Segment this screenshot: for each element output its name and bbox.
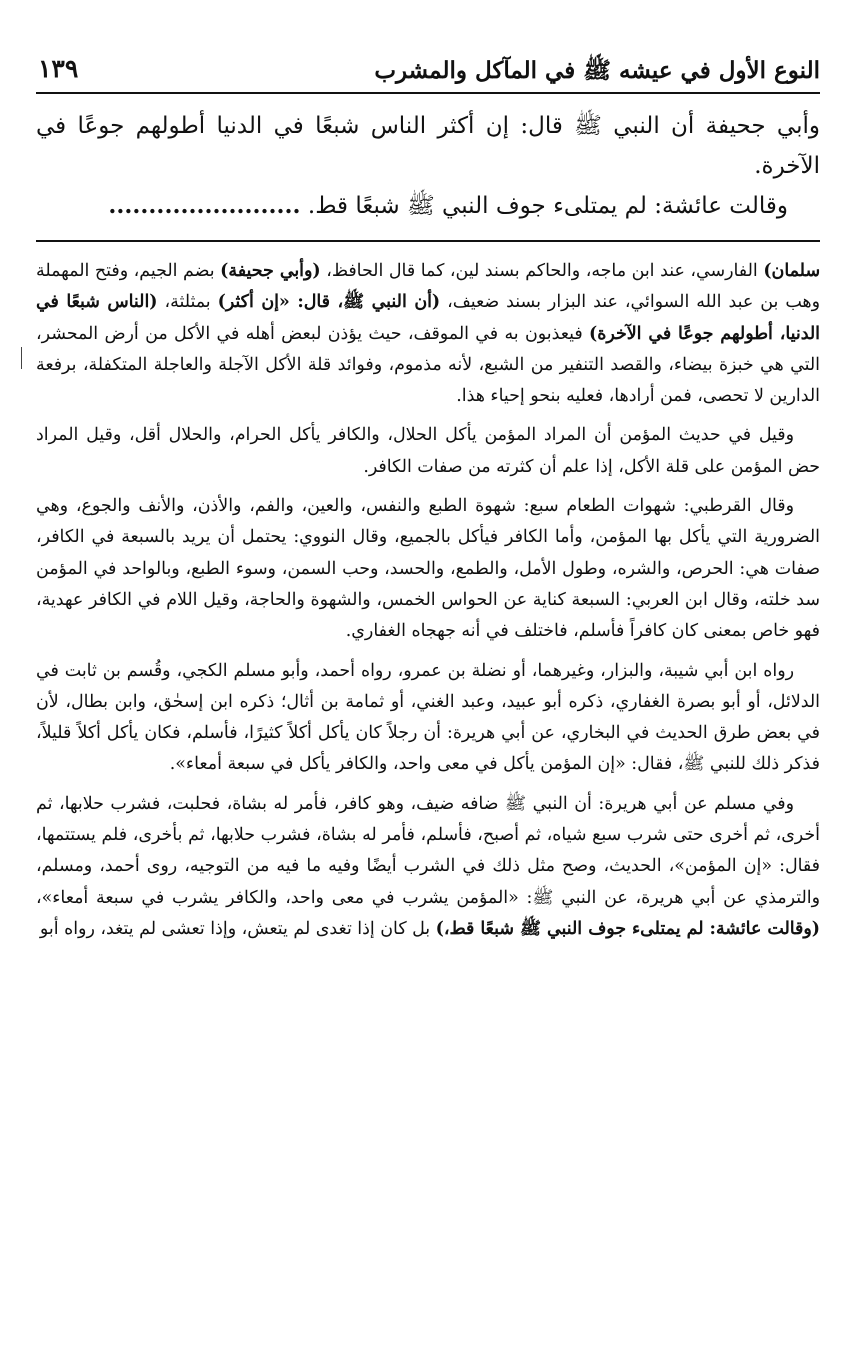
bold-quote-run: (وأبي جحيفة): [220, 261, 321, 281]
margin-mark: [21, 347, 22, 369]
text-run: بل كان إذا تغدى لم يتعش، وإذا تعشى لم يتغد، رواه أبو: [39, 918, 436, 939]
text-run: فيعذبون به في الموقف، حيث يؤذن لبعض أهله في الأكل من أرض المحشر، التي هي خبزة بيضاء، والقصد التنفير من الشبع، لأنه مذموم، وفوائد قلة الأكل الآجلة والعاجلة المتكفلة، برفعة الدارين لا تحصى، فمن أرادها، فعليه بنحو إحياء هذا.: [36, 323, 820, 407]
commentary-paragraph-2: وقيل في حديث المؤمن أن المراد المؤمن يأكل الحلال، والكافر يأكل الحرام، والحلال أقل، وقيل المراد حض المؤمن على قلة الأكل، إذا علم أن كثرته من صفات الكافر.: [36, 425, 820, 477]
bold-quote-run: (الناس شبعًا في الدنيا، أطولهم جوعًا في الآخرة): [36, 292, 820, 344]
bold-quote-run: (وقالت عائشة: لم يمتلىء جوف النبي ﷺ شبعًا قط،): [435, 918, 820, 939]
commentary-paragraph-3: وقال القرطبي: شهوات الطعام سبع: شهوة الطبع والنفس، والعين، والفم، والأذن، والأنف والجوع، وهي الضرورية التي يأكل بها المؤمن، وأما الكافر فيأكل بالجميع، وقال النووي: يحتمل أن يريد بالسبعة في الكافر، صفات هي: الحرص، والشره، وطول الأمل، والطمع، والحسد، وحب السمن، وسوء الطبع، وبالواحد في المؤمن سد خلته، وقال ابن العربي: السبعة كناية عن الحواس الخمس، والشهوة والحاجة، وقيل اللام في الكافر عهدية، فهو خاص بمعنى كان كافراً فأسلم، فاختلف في أنه جهجاه الغفاري.: [36, 496, 820, 642]
commentary: [36, 256, 820, 945]
text-run: بمثلثة،: [157, 292, 218, 313]
section-divider: [36, 240, 820, 242]
commentary-paragraph-1: [36, 256, 820, 412]
main-text-line-1: وأبي جحيفة أن النبي ﷺ قال: إن أكثر الناس شبعًا في الدنيا أطولهم جوعًا في الآخرة.: [36, 113, 820, 179]
running-header: [36, 50, 820, 94]
commentary-paragraph-5: [36, 789, 820, 945]
page: [36, 50, 820, 1354]
text-run: وفي مسلم عن أبي هريرة: أن النبي ﷺ ضافه ضيف، وهو كافر، فأمر له بشاة، فحلبت، فشرب حلابها، ثم أخرى، ثم أخرى حتى شرب سبع شياه، ثم أصبح، فأسلم، فأمر له بشاة، فشرب حلابها، ثم بأخرى، فلم يستتمها، فقال: «إن المؤمن»، الحديث، وصح مثل ذلك في الشرب أيضًا وفيه ما فيه من التوجيه، روى أحمد، ومسلم، والترمذي عن أبي هريرة، عن النبي ﷺ: «المؤمن يشرب في معى واحد، والكافر يشرب في سبعة أمعاء»،: [36, 793, 820, 908]
text-run: الفارسي، عند ابن ماجه، والحاكم بسند لين، كما قال الحافظ،: [320, 261, 764, 281]
bold-quote-run: سلمان): [763, 261, 821, 281]
page-number: ١٣٩: [38, 54, 79, 83]
text-run: بضم الجيم، وفتح المهملة وهب بن عبد الله السوائي، عند البزار بسند ضعيف،: [36, 261, 820, 313]
bold-quote-run: (أن النبي ﷺ، قال: «إن أكثر): [217, 292, 441, 313]
main-text-line-2-text: وقالت عائشة: لم يمتلىء جوف النبي ﷺ شبعًا قط.: [307, 193, 788, 219]
commentary-paragraph-4: رواه ابن أبي شيبة، والبزار، وغيرهما، أو نضلة بن عمرو، رواه أحمد، وأبو مسلم الكجي، وقُسم بن ثابت في الدلائل، أو أبو بصرة الغفاري، ذكره أبو عبيد، وعبد الغني، أو ثمامة بن أثال؛ ذكره ابن إسحٰق، وابن بطال، لأن في بعض طرق الحديث في البخاري، عن أبي هريرة: أن رجلاً كان يأكل أكلاً كثيرًا، فأسلم، فكان يأكل أكلاً قليلاً، فذكر ذلك للنبي ﷺ، فقال: «إن المؤمن يأكل في معى واحد، والكافر يأكل في سبعة أمعاء».: [36, 660, 820, 775]
main-text: [36, 94, 820, 226]
running-title: النوع الأول في عيشه ﷺ في المآكل والمشرب: [374, 57, 820, 84]
main-text-line-2: [36, 186, 820, 226]
dotted-leader: ........................: [108, 192, 301, 219]
